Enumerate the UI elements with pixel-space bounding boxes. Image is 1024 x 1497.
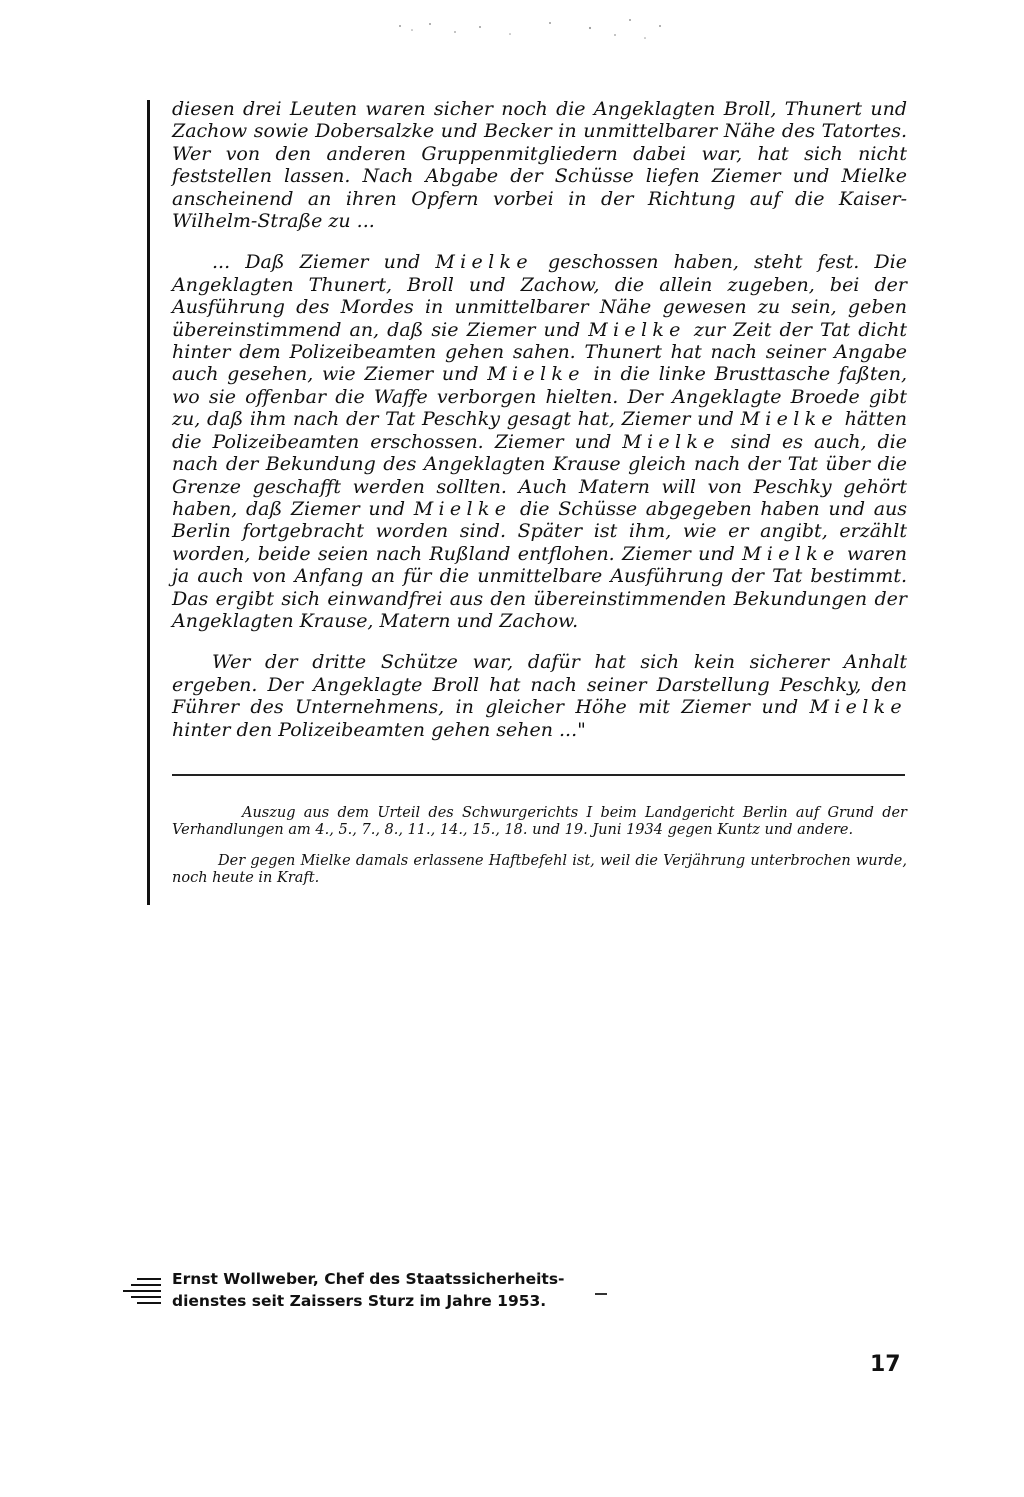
name-mielke-spaced: Mielke <box>487 363 585 386</box>
caption-pointer-icon <box>123 1276 163 1306</box>
name-mielke-spaced: Mielke <box>809 696 907 719</box>
name-mielke-spaced: Mielke <box>622 430 720 453</box>
text-run: Wer der dritte Schütze war, dafür hat sich kein sicherer Anhalt ergeben. Der Angeklagte Broll hat nach seiner Darstellung Peschky, den Führer des Unternehmens, in gleicher Höhe mit Ziemer und <box>172 651 907 719</box>
footnotes <box>172 805 907 887</box>
name-mielke-spaced: Mielke <box>413 497 512 520</box>
caption-dash <box>595 1293 607 1295</box>
paragraph-3 <box>172 651 907 741</box>
photo-caption <box>172 1268 602 1312</box>
text-run: hinter den Polizeibeamten gehen sehen ..." <box>172 718 586 741</box>
quoted-judgment-text <box>172 98 907 741</box>
scan-specks <box>360 8 680 48</box>
paragraph-1: diesen drei Leuten waren sicher noch die Angeklagten Broll, Thunert und Zachow sowie Dobersalzke und Becker in unmittelbarer Nähe des Tatortes. Wer von den anderen Gruppenmitgliedern dabei war, hat sich nicht feststellen lassen. Nach Abgabe der Schüsse liefen Ziemer und Mielke anscheinend an ihren Opfern vorbei in der Richtung auf die Kaiser-Wilhelm-Straße zu ... <box>172 98 907 233</box>
text-run: die Schüsse abgegeben haben und aus Berlin fortgebracht worden sind. Später ist ihm, wie er angibt, erzählt worden, beide seien nach Rußland entflohen. Ziemer und <box>172 497 908 565</box>
text-run: waren ja auch von Anfang an für die unmittelbare Ausführung der Tat bestimmt. Das ergibt sich einwandfrei aus den übereinstimmenden Bekundungen der Angeklagten Krause, Matern und Zachow. <box>172 542 907 632</box>
name-mielke-spaced: Mielke <box>742 542 840 565</box>
footnote-source: Auszug aus dem Urteil des Schwurgerichts I beim Landgericht Berlin auf Grund der Verhandlungen am 4., 5., 7., 8., 11., 14., 15., 18. und 19. Juni 1934 gegen Kuntz und andere. <box>172 805 907 838</box>
caption-line-2: dienstes seit Zaissers Sturz im Jahre 1953. <box>172 1292 547 1310</box>
name-mielke-spaced: Mielke <box>435 251 533 274</box>
paragraph-2 <box>172 251 907 632</box>
text-run: sind es auch, die nach der Bekundung des Angeklagten Krause gleich nach der Tat über die Grenze geschafft werden sollten. Auch Matern will von Peschky gehört haben, daß Ziemer und <box>172 430 907 520</box>
text-run: geschossen haben, steht fest. Die Angeklagten Thunert, Broll und Zachow, die allein zugeben, bei der Ausführung des Mordes in unmittelbarer Nähe gewesen zu sein, geben übereinstimmend an, daß sie Ziemer und <box>172 251 907 341</box>
page-number: 17 <box>870 1352 901 1377</box>
text-run: hätten die Polizeibeamten erschossen. Ziemer und <box>172 408 907 453</box>
footnote-warrant: Der gegen Mielke damals erlassene Haftbefehl ist, weil die Verjährung unterbrochen wurde, noch heute in Kraft. <box>172 853 907 886</box>
footnote-separator <box>172 774 905 776</box>
name-mielke-spaced: Mielke <box>740 408 838 431</box>
name-mielke-spaced: Mielke <box>588 318 686 341</box>
caption-line-1: Ernst Wollweber, Chef des Staatssicherheits- <box>172 1270 565 1288</box>
text-run: in die linke Brusttasche faßten, wo sie offenbar die Waffe verborgen hielten. Der Angeklagte Broede gibt zu, daß ihm nach der Tat Peschky gesagt hat, Ziemer und <box>172 363 907 431</box>
text-run: zur Zeit der Tat dicht hinter dem Polizeibeamten gehen sahen. Thunert hat nach seiner Angabe auch gesehen, wie Ziemer und <box>172 318 907 386</box>
margin-rule <box>147 100 150 905</box>
text-run: ... Daß Ziemer und <box>212 251 436 274</box>
